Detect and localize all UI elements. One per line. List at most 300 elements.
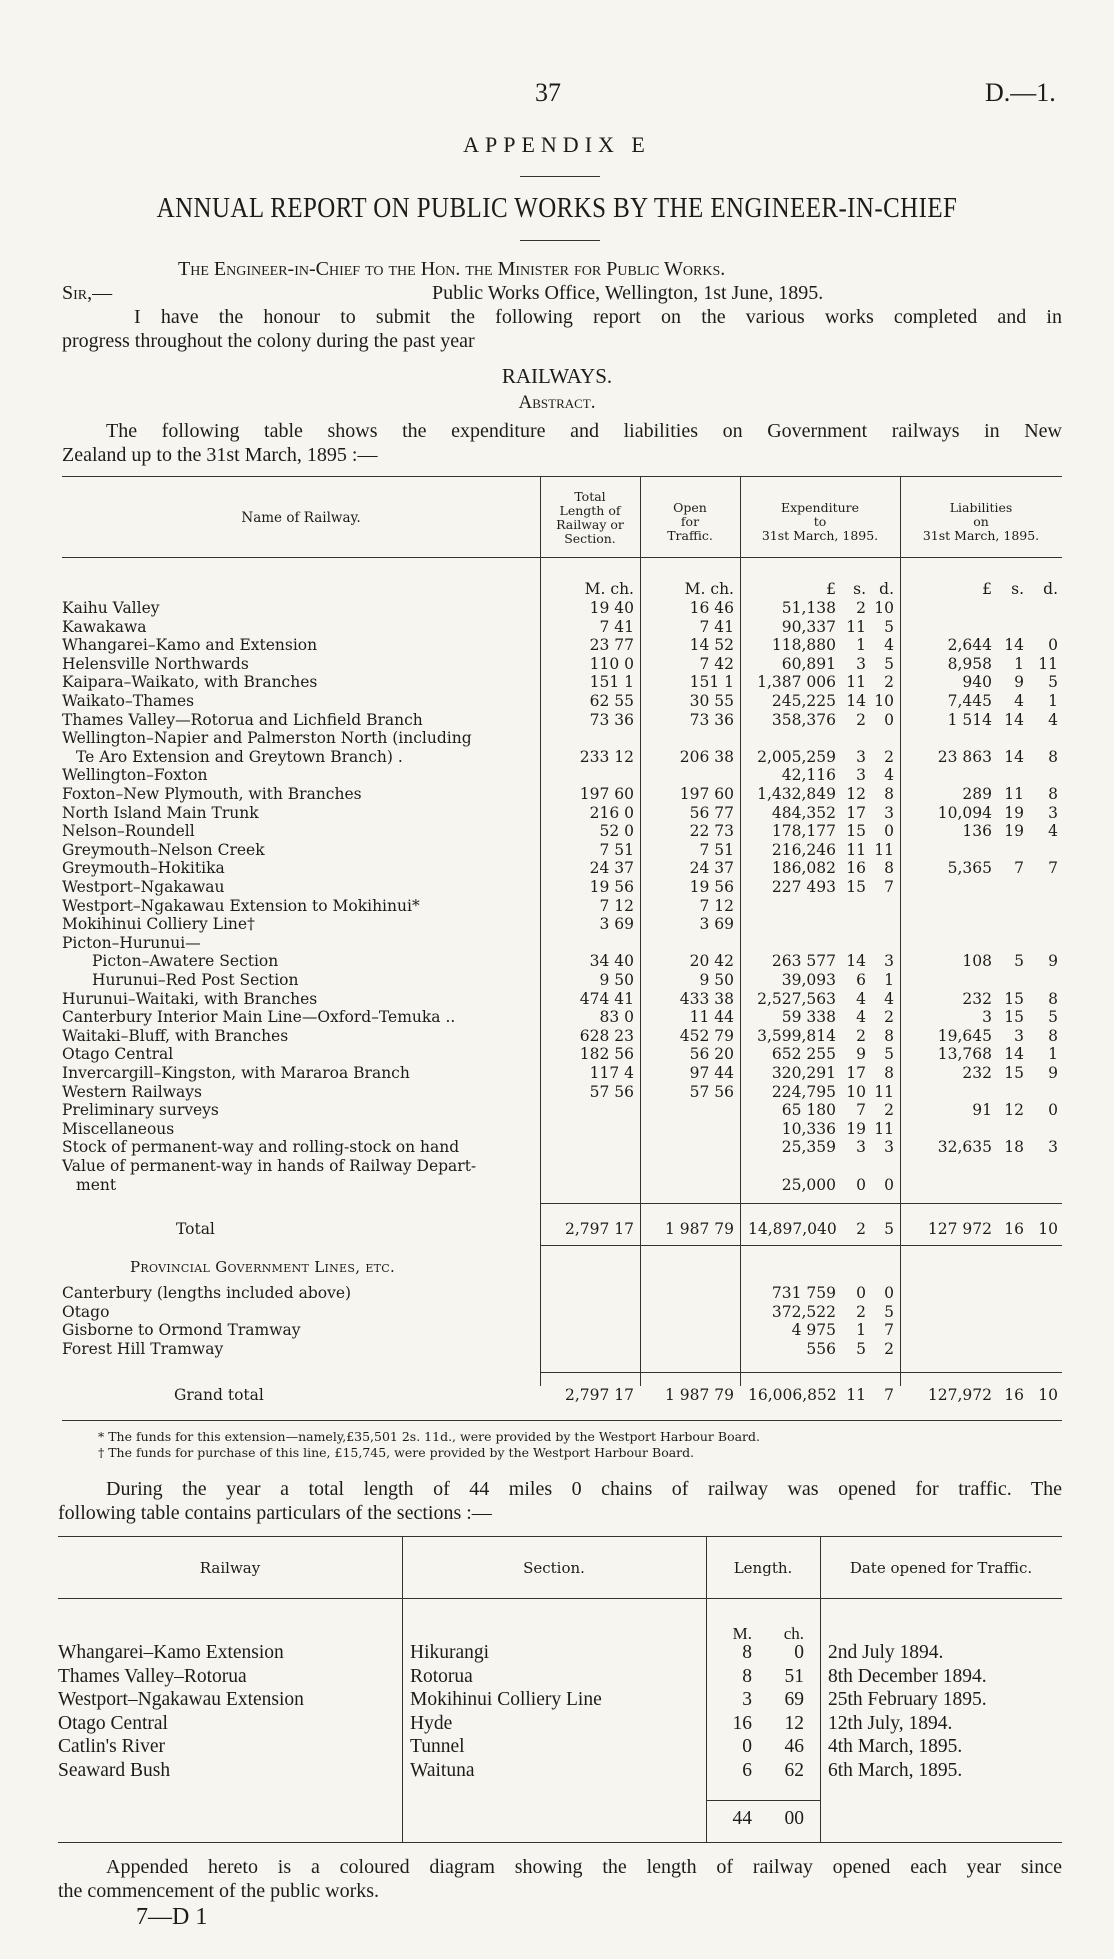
length-miles-cell: 8 — [742, 1665, 752, 1687]
expenditure-pence-cell: 2 — [884, 747, 894, 766]
liabilities-shillings-cell: 12 — [1004, 1101, 1024, 1120]
total-length-cell: 7 41 — [599, 617, 634, 636]
railway-name: Forest Hill Tramway — [62, 1339, 224, 1358]
expenditure-pence-cell: 8 — [884, 859, 894, 878]
intro-line-1: I have the honour to submit the following report on the various works completed and in — [134, 306, 1062, 328]
open-for-traffic-cell: 1 987 79 — [664, 1220, 734, 1238]
expenditure-pence-cell: 0 — [884, 1175, 894, 1194]
expenditure-shillings-cell: 14 — [846, 952, 866, 971]
expenditure-shillings-cell: 2 — [856, 599, 866, 617]
liabilities-pence-cell: 5 — [1048, 1008, 1058, 1027]
railway-name: Kawakawa — [62, 617, 147, 636]
expenditure-pounds-cell: 556 — [806, 1339, 836, 1358]
expenditure-pence-cell: 0 — [884, 822, 894, 841]
total-length-cell: 73 36 — [589, 710, 634, 729]
total-length-cell: 197 60 — [579, 785, 634, 803]
t2-unit-chains: ch. — [783, 1624, 804, 1643]
railway-name: Western Railways — [62, 1082, 202, 1101]
table-row — [62, 655, 1062, 674]
liabilities-shillings-cell: 15 — [1004, 1064, 1024, 1082]
expenditure-pounds-cell: 2,527,563 — [757, 989, 836, 1008]
liabilities-pence-cell: 3 — [1048, 1138, 1058, 1157]
liabilities-shillings-cell: 14 — [1004, 636, 1024, 655]
t2-total-chains: 00 — [784, 1808, 804, 1829]
provincial-row — [62, 1303, 1062, 1322]
liabilities-shillings-cell: 14 — [1004, 747, 1024, 766]
t2-header-railway: Railway — [199, 1559, 261, 1577]
total-length-cell: 7 12 — [599, 896, 634, 915]
open-for-traffic-cell: 24 37 — [689, 859, 734, 878]
railway-cell: Catlin's River — [58, 1736, 165, 1757]
railway-name: Otago — [62, 1302, 110, 1321]
expenditure-shillings-cell: 1 — [856, 1321, 866, 1340]
liabilities-pounds-cell: 2,644 — [947, 636, 992, 655]
length-chains-cell: 46 — [784, 1736, 804, 1757]
liabilities-pounds-cell: 127,972 — [927, 1386, 992, 1404]
total-label: Total — [176, 1220, 215, 1238]
closing-line-1: Appended hereto is a coloured diagram showing the length of railway opened each year since — [106, 1856, 1062, 1878]
railway-name: North Island Main Trunk — [62, 803, 259, 822]
liabilities-pence-cell: 10 — [1038, 1386, 1058, 1404]
table-row — [62, 785, 1062, 804]
section-row — [58, 1642, 1062, 1666]
expenditure-pounds-cell: 216,246 — [771, 840, 836, 859]
liabilities-pence-cell: 7 — [1048, 859, 1058, 878]
expenditure-pounds-cell: 731 759 — [771, 1284, 836, 1302]
liabilities-pounds-cell: 232 — [962, 1064, 992, 1082]
total-row-cells — [62, 1220, 1062, 1239]
expenditure-pounds-cell: 25,359 — [781, 1138, 836, 1157]
expenditure-pence-cell: 8 — [884, 1064, 894, 1082]
expenditure-pounds-cell: 4 975 — [791, 1321, 836, 1340]
para2-line-2: following table contains particulars of the sections :— — [58, 1502, 492, 1524]
expenditure-pence-cell: 5 — [884, 1220, 894, 1238]
expenditure-pence-cell: 5 — [884, 654, 894, 673]
railway-name: Preliminary surveys — [62, 1101, 219, 1120]
date-opened-cell: 25th February 1895. — [828, 1689, 987, 1710]
section-row — [58, 1689, 1062, 1713]
table-row — [62, 934, 1062, 953]
expenditure-pounds-cell: 1,432,849 — [757, 785, 836, 803]
expenditure-pounds-cell: 227 493 — [771, 878, 836, 896]
railway-name: Wellington–Foxton — [62, 766, 208, 785]
total-length-cell: 3 69 — [599, 915, 634, 934]
expenditure-pounds-cell: 14,897,040 — [748, 1220, 837, 1238]
railway-name: Miscellaneous — [62, 1119, 175, 1138]
liabilities-pounds-cell: 32,635 — [937, 1138, 992, 1157]
railway-name: Value of permanent-way in hands of Railway Depart- — [62, 1157, 477, 1175]
open-for-traffic-cell: 433 38 — [679, 989, 734, 1008]
t2-total-miles: 44 — [732, 1808, 752, 1829]
section-row — [58, 1760, 1062, 1784]
t2-header-length: Length. — [733, 1559, 793, 1577]
closing-line-2: the commencement of the public works. — [58, 1880, 380, 1902]
expenditure-shillings-cell: 11 — [846, 840, 866, 859]
table-row — [62, 1101, 1062, 1120]
unit-liab-shillings: s. — [1011, 580, 1024, 598]
railway-name: Thames Valley—Rotorua and Lichfield Branch — [62, 710, 423, 729]
expenditure-pounds-cell: 178,177 — [771, 822, 836, 841]
total-length-cell: 151 1 — [589, 673, 634, 692]
liabilities-pence-cell: 4 — [1048, 710, 1058, 729]
railway-name: Mokihinui Colliery Line† — [62, 915, 255, 934]
liabilities-shillings-cell: 4 — [1014, 692, 1024, 710]
expenditure-pence-cell: 11 — [874, 840, 894, 859]
liabilities-pounds-cell: 289 — [962, 785, 992, 803]
table-row — [62, 1027, 1062, 1046]
table-row — [62, 822, 1062, 841]
date-opened-cell: 12th July, 1894. — [828, 1712, 953, 1734]
liabilities-shillings-cell: 3 — [1014, 1026, 1024, 1045]
table-row — [62, 1157, 1062, 1176]
unit-exp-shillings: s. — [853, 580, 866, 598]
table1-bottom-rule — [62, 1420, 1062, 1421]
total-length-cell: 19 56 — [589, 878, 634, 896]
open-for-traffic-cell: 452 79 — [679, 1026, 734, 1045]
table-row — [62, 1045, 1062, 1064]
railway-cell: Seaward Bush — [58, 1759, 171, 1781]
liabilities-pence-cell: 9 — [1048, 952, 1058, 971]
expenditure-pounds-cell: 118,880 — [771, 636, 836, 655]
expenditure-shillings-cell: 2 — [856, 1026, 866, 1045]
expenditure-pence-cell: 0 — [884, 710, 894, 729]
table1-header-rule — [62, 557, 1062, 558]
length-chains-cell: 69 — [784, 1689, 804, 1710]
total-length-cell: 24 37 — [589, 859, 634, 878]
section-cell: Hyde — [410, 1712, 453, 1734]
section-cell: Waituna — [410, 1759, 475, 1781]
railway-name: Hurunui–Red Post Section — [92, 971, 299, 989]
open-for-traffic-cell: 3 69 — [699, 915, 734, 934]
railway-name: Wellington–Napier and Palmerston North (including — [62, 729, 472, 748]
table-row — [62, 1083, 1062, 1102]
railway-name: Waitaki–Bluff, with Branches — [62, 1026, 289, 1045]
section-row — [58, 1736, 1062, 1760]
liabilities-pence-cell: 3 — [1048, 803, 1058, 822]
expenditure-pounds-cell: 3,599,814 — [757, 1026, 836, 1045]
expenditure-pence-cell: 7 — [884, 878, 894, 896]
railway-name: Greymouth–Hokitika — [62, 859, 225, 878]
railway-name: Kaihu Valley — [62, 599, 160, 617]
railway-name: Otago Central — [62, 1045, 174, 1064]
total-length-cell: 2,797 17 — [564, 1220, 634, 1238]
expenditure-pounds-cell: 2,005,259 — [757, 747, 836, 766]
railway-name: Helensville Northwards — [62, 654, 249, 673]
railway-name: Picton–Awatere Section — [92, 952, 279, 971]
total-length-cell: 52 0 — [599, 822, 634, 841]
grand-total-label: Grand total — [174, 1386, 264, 1404]
footnote-1: * The funds for this extension—namely,£35,501 2s. 11d., were provided by the Westport Harbour Board. — [98, 1429, 760, 1444]
liabilities-shillings-cell: 16 — [1004, 1220, 1024, 1238]
total-rule — [540, 1203, 1062, 1204]
title-divider — [520, 240, 600, 241]
total-length-cell: 7 51 — [599, 840, 634, 859]
total-length-cell: 216 0 — [589, 803, 634, 822]
expenditure-pounds-cell: 39,093 — [781, 971, 836, 989]
open-for-traffic-cell: 20 42 — [689, 952, 734, 971]
printer-signature-mark: 7—D 1 — [136, 1904, 208, 1930]
expenditure-pence-cell: 7 — [884, 1321, 894, 1340]
expenditure-pence-cell: 3 — [884, 803, 894, 822]
liabilities-pence-cell: 0 — [1048, 636, 1058, 655]
total-length-cell: 474 41 — [579, 989, 634, 1008]
length-chains-cell: 51 — [784, 1665, 804, 1687]
open-for-traffic-cell: 9 50 — [699, 971, 734, 989]
header-open-for-traffic: Open for Traffic. — [667, 500, 713, 543]
table-row — [62, 1064, 1062, 1083]
liabilities-shillings-cell: 9 — [1014, 673, 1024, 692]
open-for-traffic-cell: 16 46 — [689, 599, 734, 617]
expenditure-pounds-cell: 51,138 — [781, 599, 836, 617]
provincial-heading: Provincial Government Lines, etc. — [130, 1258, 396, 1276]
length-miles-cell: 0 — [742, 1736, 752, 1757]
expenditure-pounds-cell: 90,337 — [781, 617, 836, 636]
total-bottom-rule — [540, 1245, 1062, 1246]
expenditure-pounds-cell: 320,291 — [771, 1064, 836, 1082]
total-length-cell: 117 4 — [589, 1064, 634, 1082]
expenditure-pounds-cell: 1,387 006 — [757, 673, 836, 692]
railway-name: Waikato–Thames — [62, 692, 195, 710]
open-for-traffic-cell: 56 77 — [689, 803, 734, 822]
total-length-cell: 2,797 17 — [564, 1386, 634, 1404]
railway-name: Nelson–Roundell — [62, 822, 195, 841]
header-name-of-railway: Name of Railway. — [241, 510, 361, 526]
length-chains-cell: 62 — [784, 1759, 804, 1781]
document-reference: D.—1. — [985, 78, 1056, 107]
table-row — [62, 878, 1062, 897]
expenditure-pounds-cell: 484,352 — [771, 803, 836, 822]
expenditure-pence-cell: 2 — [884, 1101, 894, 1120]
expenditure-pounds-cell: 263 577 — [771, 952, 836, 971]
liabilities-pence-cell: 8 — [1048, 785, 1058, 803]
table-row — [62, 971, 1062, 990]
table-intro-line-2: Zealand up to the 31st March, 1895 :— — [62, 444, 378, 466]
expenditure-pence-cell: 5 — [884, 1045, 894, 1064]
table-row — [62, 1138, 1062, 1157]
open-for-traffic-cell: 7 12 — [699, 896, 734, 915]
railway-cell: Otago Central — [58, 1712, 168, 1734]
date-opened-cell: 4th March, 1895. — [828, 1736, 963, 1757]
expenditure-pence-cell: 2 — [884, 673, 894, 692]
expenditure-shillings-cell: 10 — [846, 1082, 866, 1101]
liabilities-pounds-cell: 940 — [962, 673, 992, 692]
table-row — [62, 915, 1062, 934]
expenditure-pounds-cell: 42,116 — [781, 766, 836, 785]
length-chains-cell: 0 — [794, 1642, 804, 1663]
expenditure-pence-cell: 11 — [874, 1119, 894, 1138]
railway-name: Foxton–New Plymouth, with Branches — [62, 785, 362, 803]
footnote-2: † The funds for purchase of this line, £15,745, were provided by the Westport Harbour Board. — [98, 1445, 695, 1460]
expenditure-shillings-cell: 19 — [846, 1119, 866, 1138]
length-miles-cell: 8 — [742, 1642, 752, 1663]
table-row — [62, 599, 1062, 618]
section-cell: Hikurangi — [410, 1642, 490, 1663]
expenditure-shillings-cell: 4 — [856, 989, 866, 1008]
total-length-cell: 62 55 — [589, 692, 634, 710]
expenditure-pence-cell: 5 — [884, 617, 894, 636]
open-for-traffic-cell: 206 38 — [679, 747, 734, 766]
expenditure-shillings-cell: 15 — [846, 878, 866, 896]
table-row — [62, 1008, 1062, 1027]
provincial-row — [62, 1340, 1062, 1359]
liabilities-pounds-cell: 13,768 — [937, 1045, 992, 1064]
expenditure-shillings-cell: 0 — [856, 1284, 866, 1302]
table-row — [62, 841, 1062, 860]
expenditure-pence-cell: 4 — [884, 766, 894, 785]
railway-cell: Westport–Ngakawau Extension — [58, 1689, 304, 1710]
total-length-cell: 57 56 — [589, 1082, 634, 1101]
table-intro-line-1: The following table shows the expenditure and liabilities on Government railways in New — [106, 420, 1062, 442]
open-for-traffic-cell: 151 1 — [689, 673, 734, 692]
liabilities-pence-cell: 1 — [1048, 1045, 1058, 1064]
table-row — [62, 952, 1062, 971]
header-expenditure: Expenditure to 31st March, 1895. — [761, 500, 879, 543]
liabilities-pence-cell: 10 — [1038, 1220, 1058, 1238]
liabilities-pence-cell: 1 — [1048, 692, 1058, 710]
expenditure-shillings-cell: 6 — [856, 971, 866, 989]
date-opened-cell: 2nd July 1894. — [828, 1642, 944, 1663]
unit-exp-pence: d. — [879, 580, 894, 598]
expenditure-pounds-cell: 60,891 — [781, 654, 836, 673]
open-for-traffic-cell: 30 55 — [689, 692, 734, 710]
expenditure-shillings-cell: 1 — [856, 636, 866, 655]
railway-name: Picton–Hurunui— — [62, 933, 201, 952]
expenditure-pence-cell: 7 — [884, 1386, 894, 1404]
liabilities-shillings-cell: 11 — [1004, 785, 1024, 803]
unit-liab-pence: d. — [1043, 580, 1058, 598]
expenditure-shillings-cell: 3 — [856, 654, 866, 673]
expenditure-shillings-cell: 3 — [856, 747, 866, 766]
expenditure-pence-cell: 1 — [884, 971, 894, 989]
liabilities-shillings-cell: 19 — [1004, 803, 1024, 822]
open-for-traffic-cell: 7 41 — [699, 617, 734, 636]
grand-total-rule — [540, 1372, 1062, 1373]
intro-line-2: progress throughout the colony during the past year — [62, 330, 475, 352]
table1-top-rule — [62, 476, 1062, 477]
liabilities-shillings-cell: 5 — [1014, 952, 1024, 971]
railway-name: Canterbury Interior Main Line—Oxford–Temuka .. — [62, 1008, 456, 1027]
header-total-length: Total Length of Railway or Section. — [556, 489, 624, 546]
expenditure-shillings-cell: 9 — [856, 1045, 866, 1064]
railway-name: Greymouth–Nelson Creek — [62, 840, 265, 859]
expenditure-pence-cell: 8 — [884, 1026, 894, 1045]
t2-header-date: Date opened for Traffic. — [849, 1559, 1033, 1577]
total-length-cell: 83 0 — [599, 1008, 634, 1027]
open-for-traffic-cell: 97 44 — [689, 1064, 734, 1082]
liabilities-pence-cell: 5 — [1048, 673, 1058, 692]
expenditure-pounds-cell: 59 338 — [781, 1008, 836, 1027]
liabilities-pence-cell: 4 — [1048, 822, 1058, 841]
liabilities-shillings-cell: 18 — [1004, 1138, 1024, 1157]
open-for-traffic-cell: 73 36 — [689, 710, 734, 729]
para2-line-1: During the year a total length of 44 miles 0 chains of railway was opened for traffic. The — [106, 1478, 1062, 1500]
liabilities-pounds-cell: 10,094 — [937, 803, 992, 822]
expenditure-shillings-cell: 12 — [846, 785, 866, 803]
expenditure-pence-cell: 3 — [884, 1138, 894, 1157]
liabilities-pounds-cell: 5,365 — [947, 859, 992, 878]
railway-name: Stock of permanent-way and rolling-stock on hand — [62, 1138, 460, 1157]
expenditure-pence-cell: 8 — [884, 785, 894, 803]
unit-open: M. ch. — [684, 580, 734, 598]
railway-name: Kaipara–Waikato, with Branches — [62, 673, 318, 692]
liabilities-shillings-cell: 1 — [1014, 654, 1024, 673]
open-for-traffic-cell: 56 20 — [689, 1045, 734, 1064]
expenditure-pence-cell: 11 — [874, 1082, 894, 1101]
expenditure-shillings-cell: 4 — [856, 1008, 866, 1027]
table-row — [62, 692, 1062, 711]
table2-bottom-rule — [58, 1842, 1062, 1843]
expenditure-pounds-cell: 652 255 — [771, 1045, 836, 1064]
table-row — [62, 1120, 1062, 1139]
liabilities-shillings-cell: 15 — [1004, 1008, 1024, 1027]
expenditure-shillings-cell: 15 — [846, 822, 866, 841]
date-opened-cell: 6th March, 1895. — [828, 1759, 963, 1781]
liabilities-pounds-cell: 1 514 — [947, 710, 992, 729]
expenditure-pence-cell: 10 — [874, 599, 894, 617]
liabilities-shillings-cell: 19 — [1004, 822, 1024, 841]
railway-name: Hurunui–Waitaki, with Branches — [62, 989, 318, 1008]
open-for-traffic-cell: 22 73 — [689, 822, 734, 841]
expenditure-shillings-cell: 14 — [846, 692, 866, 710]
liabilities-pence-cell: 0 — [1048, 1101, 1058, 1120]
liabilities-shillings-cell: 16 — [1004, 1386, 1024, 1404]
liabilities-pounds-cell: 136 — [962, 822, 992, 841]
railways-heading: RAILWAYS. — [501, 364, 613, 388]
railway-name: Canterbury (lengths included above) — [62, 1284, 352, 1302]
unit-total-length: M. ch. — [584, 580, 634, 598]
table-row — [62, 990, 1062, 1009]
expenditure-shillings-cell: 16 — [846, 859, 866, 878]
expenditure-pence-cell: 10 — [874, 692, 894, 710]
letter-address: The Engineer-in-Chief to the Hon. the Minister for Public Works. — [178, 258, 726, 280]
liabilities-pounds-cell: 19,645 — [937, 1026, 992, 1045]
t2-header-section: Section. — [523, 1559, 585, 1577]
liabilities-pence-cell: 8 — [1048, 989, 1058, 1008]
grand-total-cells — [62, 1386, 1062, 1405]
salutation: Sir,— — [62, 282, 113, 304]
table-row — [62, 729, 1062, 748]
section-cell: Mokihinui Colliery Line — [410, 1689, 602, 1710]
length-miles-cell: 6 — [742, 1759, 752, 1781]
table2-header-rule — [58, 1598, 1062, 1599]
expenditure-pence-cell: 2 — [884, 1008, 894, 1027]
liabilities-shillings-cell: 15 — [1004, 989, 1024, 1008]
total-length-cell: 34 40 — [589, 952, 634, 971]
table2-top-rule — [58, 1536, 1062, 1537]
section-cell: Tunnel — [410, 1736, 465, 1757]
abstract-heading: Abstract. — [518, 392, 596, 413]
railway-name: Westport–Ngakawau — [62, 878, 225, 896]
expenditure-pence-cell: 4 — [884, 989, 894, 1008]
total-length-cell: 19 40 — [589, 599, 634, 617]
table-row — [62, 618, 1062, 637]
provincial-row — [62, 1321, 1062, 1340]
liabilities-shillings-cell: 14 — [1004, 710, 1024, 729]
total-length-cell: 628 23 — [579, 1026, 634, 1045]
liabilities-pounds-cell: 127 972 — [927, 1220, 992, 1238]
open-for-traffic-cell: 7 42 — [699, 654, 734, 673]
expenditure-pounds-cell: 25,000 — [781, 1175, 836, 1194]
railway-name: Whangarei–Kamo and Extension — [62, 636, 318, 655]
expenditure-pounds-cell: 245,225 — [771, 692, 836, 710]
length-miles-cell: 16 — [732, 1712, 752, 1734]
open-for-traffic-cell: 1 987 79 — [664, 1386, 734, 1404]
total-length-cell: 110 0 — [589, 654, 634, 673]
provincial-row — [62, 1284, 1062, 1303]
unit-liab-pounds: £ — [982, 580, 992, 598]
table-row — [62, 766, 1062, 785]
expenditure-shillings-cell: 7 — [856, 1101, 866, 1120]
